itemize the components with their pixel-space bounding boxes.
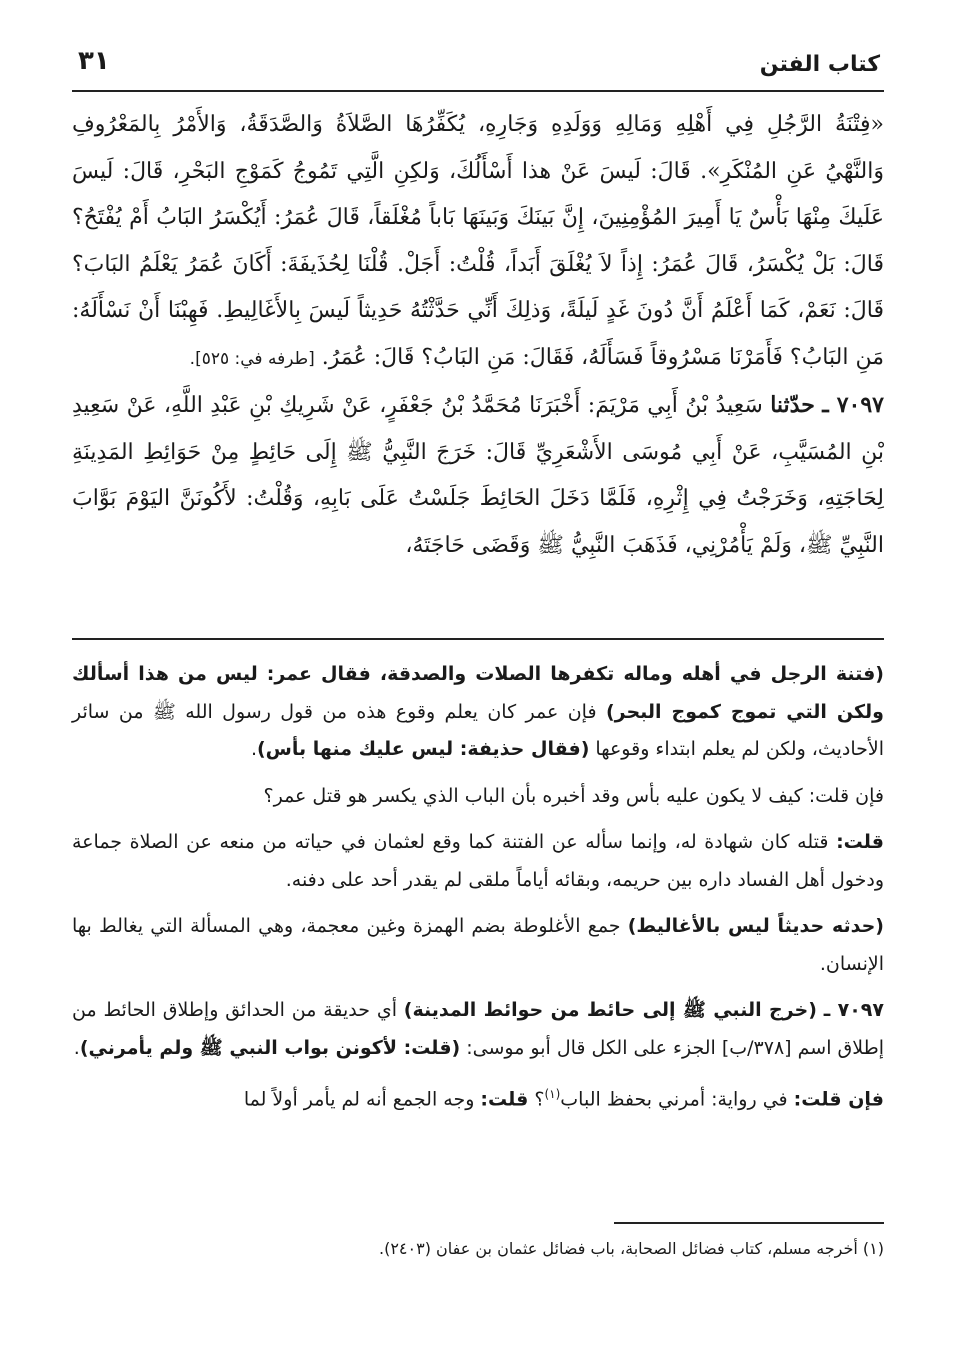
hadith-number: ٧٠٩٧ ـ [823,999,884,1021]
question-marker: فإن قلت: [793,1088,884,1111]
commentary-body: جمع الأغلوطة بضم الهمزة وغين معجمة، وهي المسألة التي يغالط بها الإنسان. [72,915,884,975]
footnote: (١) أخرجه مسلم، كتاب فضائل الصحابة، باب فضائل عثمان بن عفان (٢٤٠٣). [378,1239,884,1258]
commentary-body: أي حديقة من الحدائق وإطلاق الحائط من إطلاق اسم [٣٧٨/ب] الجزء على الكل قال أبو موسى: [72,999,884,1059]
commentary-text [72,656,884,1128]
punctuation: ؟ [528,1088,545,1111]
hadith-number: ٧٠٩٧ ـ [822,392,884,418]
answer-marker: قلت: [480,1088,529,1111]
punctuation: . [73,1036,80,1059]
cross-reference: [طرفه في: ٥٢٥]. [189,348,315,369]
commentary-paragraph [72,992,884,1067]
commentary-paragraph [72,908,884,983]
quoted-phrase: (حدثه حديثاً ليس بالأغاليط) [627,915,884,937]
narration-word: حدّثنا [770,392,815,418]
footnote-marker: (١) [544,1087,561,1101]
answer-marker: قلت: [836,831,884,853]
running-title: كتاب الفتن [759,52,880,77]
commentary-body: فإن قلت: كيف لا يكون عليه بأس وقد أخبره بأن الباب الذي يكسر هو قتل عمر؟ [263,784,884,807]
commentary-paragraph [72,656,884,769]
commentary-paragraph [72,824,884,899]
header-rule [72,90,884,92]
commentary-body: في رواية: أمرني بحفظ الباب [560,1088,794,1111]
hadith-paragraph [72,382,884,569]
page-number: ٣١ [78,46,110,76]
commentary-body: فإن عمر كان يعلم وقوع هذه من قول رسول الله ﷺ من سائر الأحاديث، ولكن لم يعلم ابتداء وقوعها [72,700,884,760]
commentary-paragraph [72,778,884,816]
hadith-body: «فِتْنَةُ الرَّجُلِ فِي أَهْلِهِ وَمَالِهِ وَوَلَدِهِ وَجَارِهِ، يُكَفِّرُهَا الصَّلاَةُ وَالصَّدَقَةُ، وَالأَمْرُ بِالمَعْرُوفِ وَالنَّهْيُ عَنِ المُنْكَرِ». قَالَ: لَيسَ عَنْ هذا أَسْأَلُكَ، وَلكِنِ الَّتِي تَمُوجُ كَمَوْجِ البَحْرِ، قَالَ: لَيسَ عَلَيكَ مِنْهَا بَأْسٌ يَا أَمِيرَ المُؤْمِنِينَ، إِنَّ بَينَكَ وَبَينَهَا بَاباً مُغْلَقاً، قَالَ عُمَرُ: أَيُكْسَرُ البَابُ أَمْ يُفْتَحُ؟ قَالَ: بَلْ يُكْسَرُ، قَالَ عُمَرُ: إِذاً لاَ يُغْلَقَ أَبَداً، قُلْتُ: أَجَلْ. قُلْنَا لِحُذَيفَةَ: أَكَانَ عُمَرُ يَعْلَمُ البَابَ؟ قَالَ: نَعَمْ، كَمَا أَعْلَمُ أَنَّ دُونَ غَدٍ لَيلَةً، وَذلِكَ أَنِّي حَدَّثْتُهُ حَدِيثاً لَيسَ بِالأَغَالِيطِ. فَهِبْنَا أَنْ نَسْأَلَهُ: مَنِ البَابُ؟ فَأَمَرْنَا مَسْرُوقاً فَسَأَلَهُ، فَقَالَ: مَنِ البَابُ؟ قَالَ: عُمَرُ. [72,112,884,370]
quoted-phrase: (فتنة الرجل في أهله وماله تكفرها الصلات والصدقة، فقال عمر: ليس من هذا أسألك ولكن التي تموج كموج البحر) [72,663,884,723]
quoted-phrase: (قلت: لأكونن بواب النبي ﷺ ولم يأمرني) [79,1036,461,1059]
commentary-body: وجه الجمع أنه لم يأمر أولاً لما [243,1088,481,1111]
page-header [72,44,884,84]
hadith-body: سَعِيدُ بْنُ أَبِي مَرْيَمَ: أَخْبَرَنَا مُحَمَّدُ بْنُ جَعْفَرٍ، عَنْ شَرِيكِ بْنِ عَبْدِ اللَّهِ، عَنْ سَعِيدِ بْنِ المُسَيَّبِ، عَنْ أَبِي مُوسَى الأَشْعَرِيِّ قَالَ: خَرَجَ النَّبِيُّ ﷺ إِلَى حَائِطٍ مِنْ حَوَائِطِ المَدِينَةِ لِحَاجَتِهِ، وَخَرَجْتُ فِي إِثْرِهِ، فَلَمَّا دَخَلَ الحَائِطَ جَلَسْتُ عَلَى بَابِهِ، وَقُلْتُ: لأَكُونَنَّ اليَوْمَ بَوَّابَ النَّبِيِّ ﷺ، وَلَمْ يَأْمُرْنِي، فَذَهَبَ النَّبِيُّ ﷺ وَقَضَى حَاجَتَهُ، [72,393,884,558]
hadith-text [72,102,884,569]
punctuation: . [250,738,257,760]
quoted-phrase: (فقال حذيفة: ليس عليك منها بأس) [256,738,590,760]
quoted-phrase: (خرج النبي ﷺ إلى حائط من حوائط المدينة) [403,999,817,1021]
commentary-paragraph [72,1076,884,1119]
footnote-rule [614,1222,884,1224]
hadith-paragraph [72,102,884,382]
commentary-body: قتله كان شهادة له، وإنما سأله عن الفتنة كما وقع لعثمان في حياته من منعه عن الصلاة جماعة ودخول أهل الفساد داره بين حريمه، وبقائه أياماً ملقى لم يقدر أحد على دفنه. [72,831,884,891]
section-separator [72,638,884,640]
